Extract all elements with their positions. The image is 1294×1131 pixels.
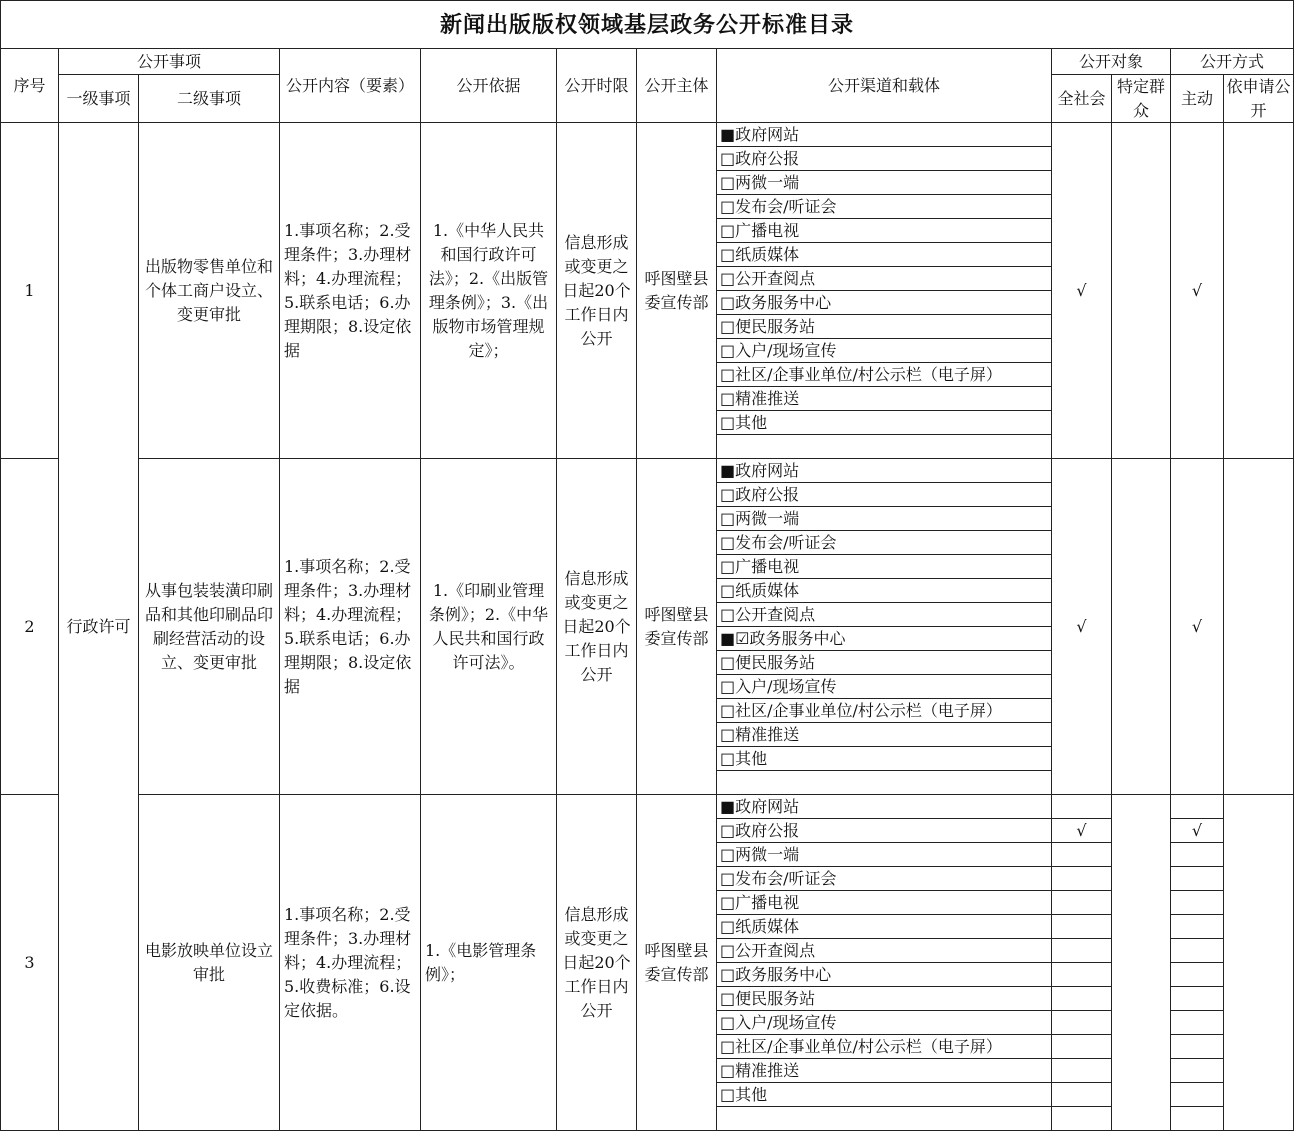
grid-line — [716, 1106, 1052, 1107]
grid-line — [1170, 938, 1224, 939]
row-basis: 1.《电影管理条例》； — [425, 940, 537, 984]
channel-item: ■政府网站 — [720, 797, 800, 816]
row-seq: 3 — [24, 952, 35, 972]
header-time-limit: 公开时限 — [564, 75, 629, 95]
channel-item: □入户/现场宣传 — [720, 341, 837, 360]
check-active: √ — [1191, 280, 1203, 300]
grid-line — [1051, 1034, 1112, 1035]
grid-line — [1170, 1082, 1224, 1083]
channel-item: □发布会/听证会 — [720, 869, 837, 888]
channel-item: □便民服务站 — [720, 653, 816, 672]
header-whole-society: 全社会 — [1057, 88, 1106, 108]
header-content: 公开内容（要素） — [285, 75, 414, 95]
grid-line — [1170, 1106, 1224, 1107]
grid-line — [1051, 1106, 1112, 1107]
header-level1: 一级事项 — [66, 88, 131, 108]
grid-line — [1170, 1034, 1224, 1035]
grid-line — [1051, 866, 1112, 867]
channel-item: □广播电视 — [720, 557, 800, 576]
header-specific-group: 特定群众 — [1116, 76, 1165, 120]
check-active: √ — [1191, 616, 1203, 636]
channel-item: □两微一端 — [720, 509, 800, 528]
grid-line — [1051, 842, 1112, 843]
grid-line — [1170, 890, 1224, 891]
row-level2: 电影放映单位设立审批 — [144, 940, 273, 984]
row-level2: 出版物零售单位和个体工商户设立、变更审批 — [144, 256, 273, 324]
grid-line — [1170, 962, 1224, 963]
channel-item: □政务服务中心 — [720, 293, 832, 312]
channel-item: □广播电视 — [720, 893, 800, 912]
header-method-group: 公开方式 — [1199, 51, 1264, 71]
channel-item: □纸质媒体 — [720, 581, 800, 600]
row-content: 1.事项名称；2.受理条件；3.办理材料；4.办理流程；5.联系电话；6.办理期限；8.设定依据 — [284, 556, 412, 696]
grid-line — [1111, 74, 1112, 1131]
grid-line — [1223, 74, 1224, 1131]
header-seq: 序号 — [13, 75, 46, 95]
grid-line — [1051, 1082, 1112, 1083]
channel-item: □政府公报 — [720, 821, 800, 840]
check-whole-society: √ — [1076, 280, 1087, 300]
grid-line — [1051, 962, 1112, 963]
grid-line — [716, 434, 1052, 435]
grid-line — [1170, 1010, 1224, 1011]
channel-item: □入户/现场宣传 — [720, 1013, 837, 1032]
channel-item: □其他 — [720, 413, 768, 432]
channel-item: □入户/现场宣传 — [720, 677, 837, 696]
row-level2: 从事包装装潢印刷品和其他印刷品印刷经营活动的设立、变更审批 — [144, 580, 273, 672]
channel-item: ■政府网站 — [720, 125, 800, 144]
header-items-group: 公开事项 — [136, 51, 201, 71]
channel-item: □便民服务站 — [720, 989, 816, 1008]
channel-item: □纸质媒体 — [720, 917, 800, 936]
row-time-limit: 信息形成或变更之日起20个工作日内公开 — [562, 232, 631, 348]
channel-item: □便民服务站 — [720, 317, 816, 336]
row-time-limit: 信息形成或变更之日起20个工作日内公开 — [562, 904, 631, 1020]
grid-line — [1051, 890, 1112, 891]
grid-line — [1170, 914, 1224, 915]
row-seq: 2 — [24, 616, 35, 636]
channel-item: □两微一端 — [720, 845, 800, 864]
check-whole-society: √ — [1076, 820, 1087, 840]
check-whole-society: √ — [1076, 616, 1087, 636]
level1-cell: 行政许可 — [66, 616, 131, 636]
channel-item: □政府公报 — [720, 485, 800, 504]
channel-item: □发布会/听证会 — [720, 197, 837, 216]
row-subject: 呼图壁县委宣传部 — [644, 940, 709, 984]
row-subject: 呼图壁县委宣传部 — [644, 604, 709, 648]
grid-line — [1170, 842, 1224, 843]
header-level2: 二级事项 — [176, 88, 241, 108]
channel-item: □精准推送 — [720, 725, 800, 744]
channel-item: □纸质媒体 — [720, 245, 800, 264]
grid-line — [716, 770, 1052, 771]
header-subject: 公开主体 — [644, 75, 709, 95]
channel-item: □其他 — [720, 1085, 768, 1104]
header-target-group: 公开对象 — [1078, 51, 1143, 71]
channel-item: □社区/企事业单位/村公示栏（电子屏） — [720, 1037, 1002, 1056]
grid-line — [1051, 938, 1112, 939]
channel-item: □发布会/听证会 — [720, 533, 837, 552]
row-basis: 1.《印刷业管理条例》；2.《中华人民共和国行政许可法》。 — [428, 580, 549, 672]
row-basis: 1.《中华人民共和国行政许可法》；2.《出版管理条例》；3.《出版物市场管理规定》； — [428, 220, 549, 360]
channel-item: □社区/企事业单位/村公示栏（电子屏） — [720, 701, 1002, 720]
header-on-request: 依申请公开 — [1226, 76, 1291, 120]
grid-line — [1170, 986, 1224, 987]
channel-item: □政府公报 — [720, 149, 800, 168]
page-title: 新闻出版版权领域基层政务公开标准目录 — [439, 12, 854, 38]
channel-item: □广播电视 — [720, 221, 800, 240]
channel-item: □公开查阅点 — [720, 941, 816, 960]
check-active: √ — [1191, 820, 1203, 840]
header-active: 主动 — [1180, 88, 1213, 108]
grid-line — [1170, 866, 1224, 867]
row-seq: 1 — [24, 280, 35, 300]
channel-item: □精准推送 — [720, 389, 800, 408]
grid-line — [1051, 1010, 1112, 1011]
channel-item: ■☑政务服务中心 — [720, 629, 846, 648]
channel-item: □公开查阅点 — [720, 269, 816, 288]
channel-item: □政务服务中心 — [720, 965, 832, 984]
row-content: 1.事项名称；2.受理条件；3.办理材料；4.办理流程；5.联系电话；6.办理期限；8.设定依据 — [284, 220, 412, 360]
channel-item: □其他 — [720, 749, 768, 768]
grid-line — [1170, 1058, 1224, 1059]
row-subject: 呼图壁县委宣传部 — [644, 268, 709, 312]
grid-line — [1051, 914, 1112, 915]
row-time-limit: 信息形成或变更之日起20个工作日内公开 — [562, 568, 631, 684]
channel-item: □两微一端 — [720, 173, 800, 192]
channel-item: □社区/企事业单位/村公示栏（电子屏） — [720, 365, 1002, 384]
grid-line — [1051, 986, 1112, 987]
grid-line — [0, 0, 1294, 1]
grid-line — [1051, 1058, 1112, 1059]
header-basis: 公开依据 — [456, 75, 521, 95]
row-content: 1.事项名称；2.受理条件；3.办理材料；4.办理流程；5.收费标准；6.设定依据。 — [284, 904, 412, 1020]
channel-item: ■政府网站 — [720, 461, 800, 480]
channel-item: □公开查阅点 — [720, 605, 816, 624]
channel-item: □精准推送 — [720, 1061, 800, 1080]
header-channels: 公开渠道和载体 — [827, 75, 940, 95]
